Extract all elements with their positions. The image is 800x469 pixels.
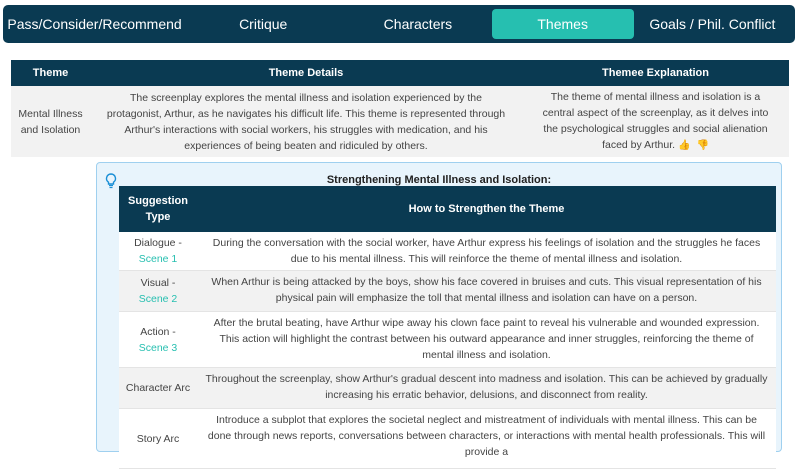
scene-link[interactable]: Scene 1: [138, 253, 178, 265]
suggestion-type-label: Visual -: [140, 277, 176, 289]
table-header: [11, 60, 789, 86]
table-row: [11, 86, 789, 157]
col-suggestion-type: Suggestion Type: [119, 186, 197, 232]
table-row: [119, 409, 776, 469]
suggestion-text: During the conversation with the social worker, have Arthur express his feelings of isolation and the struggles he faces due to his mental illness. This will reinforce the theme of mental illness and isolation.: [197, 232, 776, 271]
table-row: [119, 312, 776, 368]
scene-link[interactable]: Scene 3: [138, 341, 178, 354]
theme-table: [11, 60, 789, 157]
col-theme: Theme: [11, 60, 90, 86]
thumbs-down-icon[interactable]: 👎: [696, 140, 709, 151]
tab-bar: [3, 5, 795, 43]
suggestion-text: When Arthur is being attacked by the boys, show his face covered in bruises and cuts. This visual representation of his physical pain will emphasize the toll that mental illness and isolation can have on a person.: [197, 271, 776, 312]
col-how-to-strengthen: How to Strengthen the Theme: [197, 186, 776, 232]
suggestion-type: [119, 409, 197, 469]
theme-explanation: The theme of mental illness and isolation is a central aspect of the screenplay, as it delves into the psychological struggles and social alienation faced by Arthur.: [542, 91, 769, 151]
suggestion-table: [119, 186, 776, 469]
tab-characters[interactable]: Characters: [383, 16, 453, 32]
table-row: [119, 368, 776, 409]
suggestion-type-label: Dialogue -: [134, 237, 182, 249]
suggestion-text: After the brutal beating, have Arthur wipe away his clown face paint to reveal his vulnerable and wounded expression. This action will highlight the contrast between his outward appearance and inner struggles, reinforcing the theme of mental illness and isolation.: [197, 312, 776, 368]
table-header: [119, 186, 776, 232]
suggestion-type: [119, 312, 197, 368]
suggestion-callout: [96, 162, 782, 458]
theme-explanation-cell: [522, 86, 789, 157]
col-theme-details: Theme Details: [90, 60, 522, 86]
theme-name: Mental Illness and Isolation: [11, 86, 90, 157]
table-row: [119, 271, 776, 312]
suggestion-type: [119, 271, 197, 312]
suggestion-type: [119, 232, 197, 271]
tab-themes[interactable]: Themes: [492, 9, 634, 39]
suggestion-type-label: Character Arc: [125, 382, 191, 394]
table-row: [119, 232, 776, 271]
theme-details: The screenplay explores the mental illness and isolation experienced by the protagonist, Arthur, as he navigates his difficult life. This theme is represented through Arthur's interactions with social workers, his struggles with medication, and his experiences of being beaten and ridiculed by others.: [90, 86, 522, 157]
thumbs-up-icon[interactable]: 👍: [678, 140, 691, 151]
scene-link[interactable]: Scene 2: [138, 293, 178, 305]
suggestion-type: [119, 368, 197, 409]
suggestion-title: Strengthening Mental Illness and Isolation:: [326, 174, 552, 186]
tab-pass-consider-recommend[interactable]: Pass/Consider/Recommend: [7, 16, 182, 32]
suggestion-type-label: Action -: [140, 325, 176, 338]
suggestion-text: Throughout the screenplay, show Arthur's gradual descent into madness and isolation. This can be achieved by gradually increasing his erratic behavior, delusions, and disconnect from reality.: [197, 368, 776, 409]
tab-goals-phil-conflict[interactable]: Goals / Phil. Conflict: [649, 16, 776, 32]
suggestion-type-label: Story Arc: [136, 432, 180, 445]
col-theme-explanation: Themee Explanation: [522, 60, 789, 86]
tab-critique[interactable]: Critique: [239, 16, 288, 32]
suggestion-text: Introduce a subplot that explores the societal neglect and mistreatment of individuals with mental illness. This can be done through news reports, conversations between characters, or interactions with mental health professionals. This will provide a: [197, 409, 776, 469]
